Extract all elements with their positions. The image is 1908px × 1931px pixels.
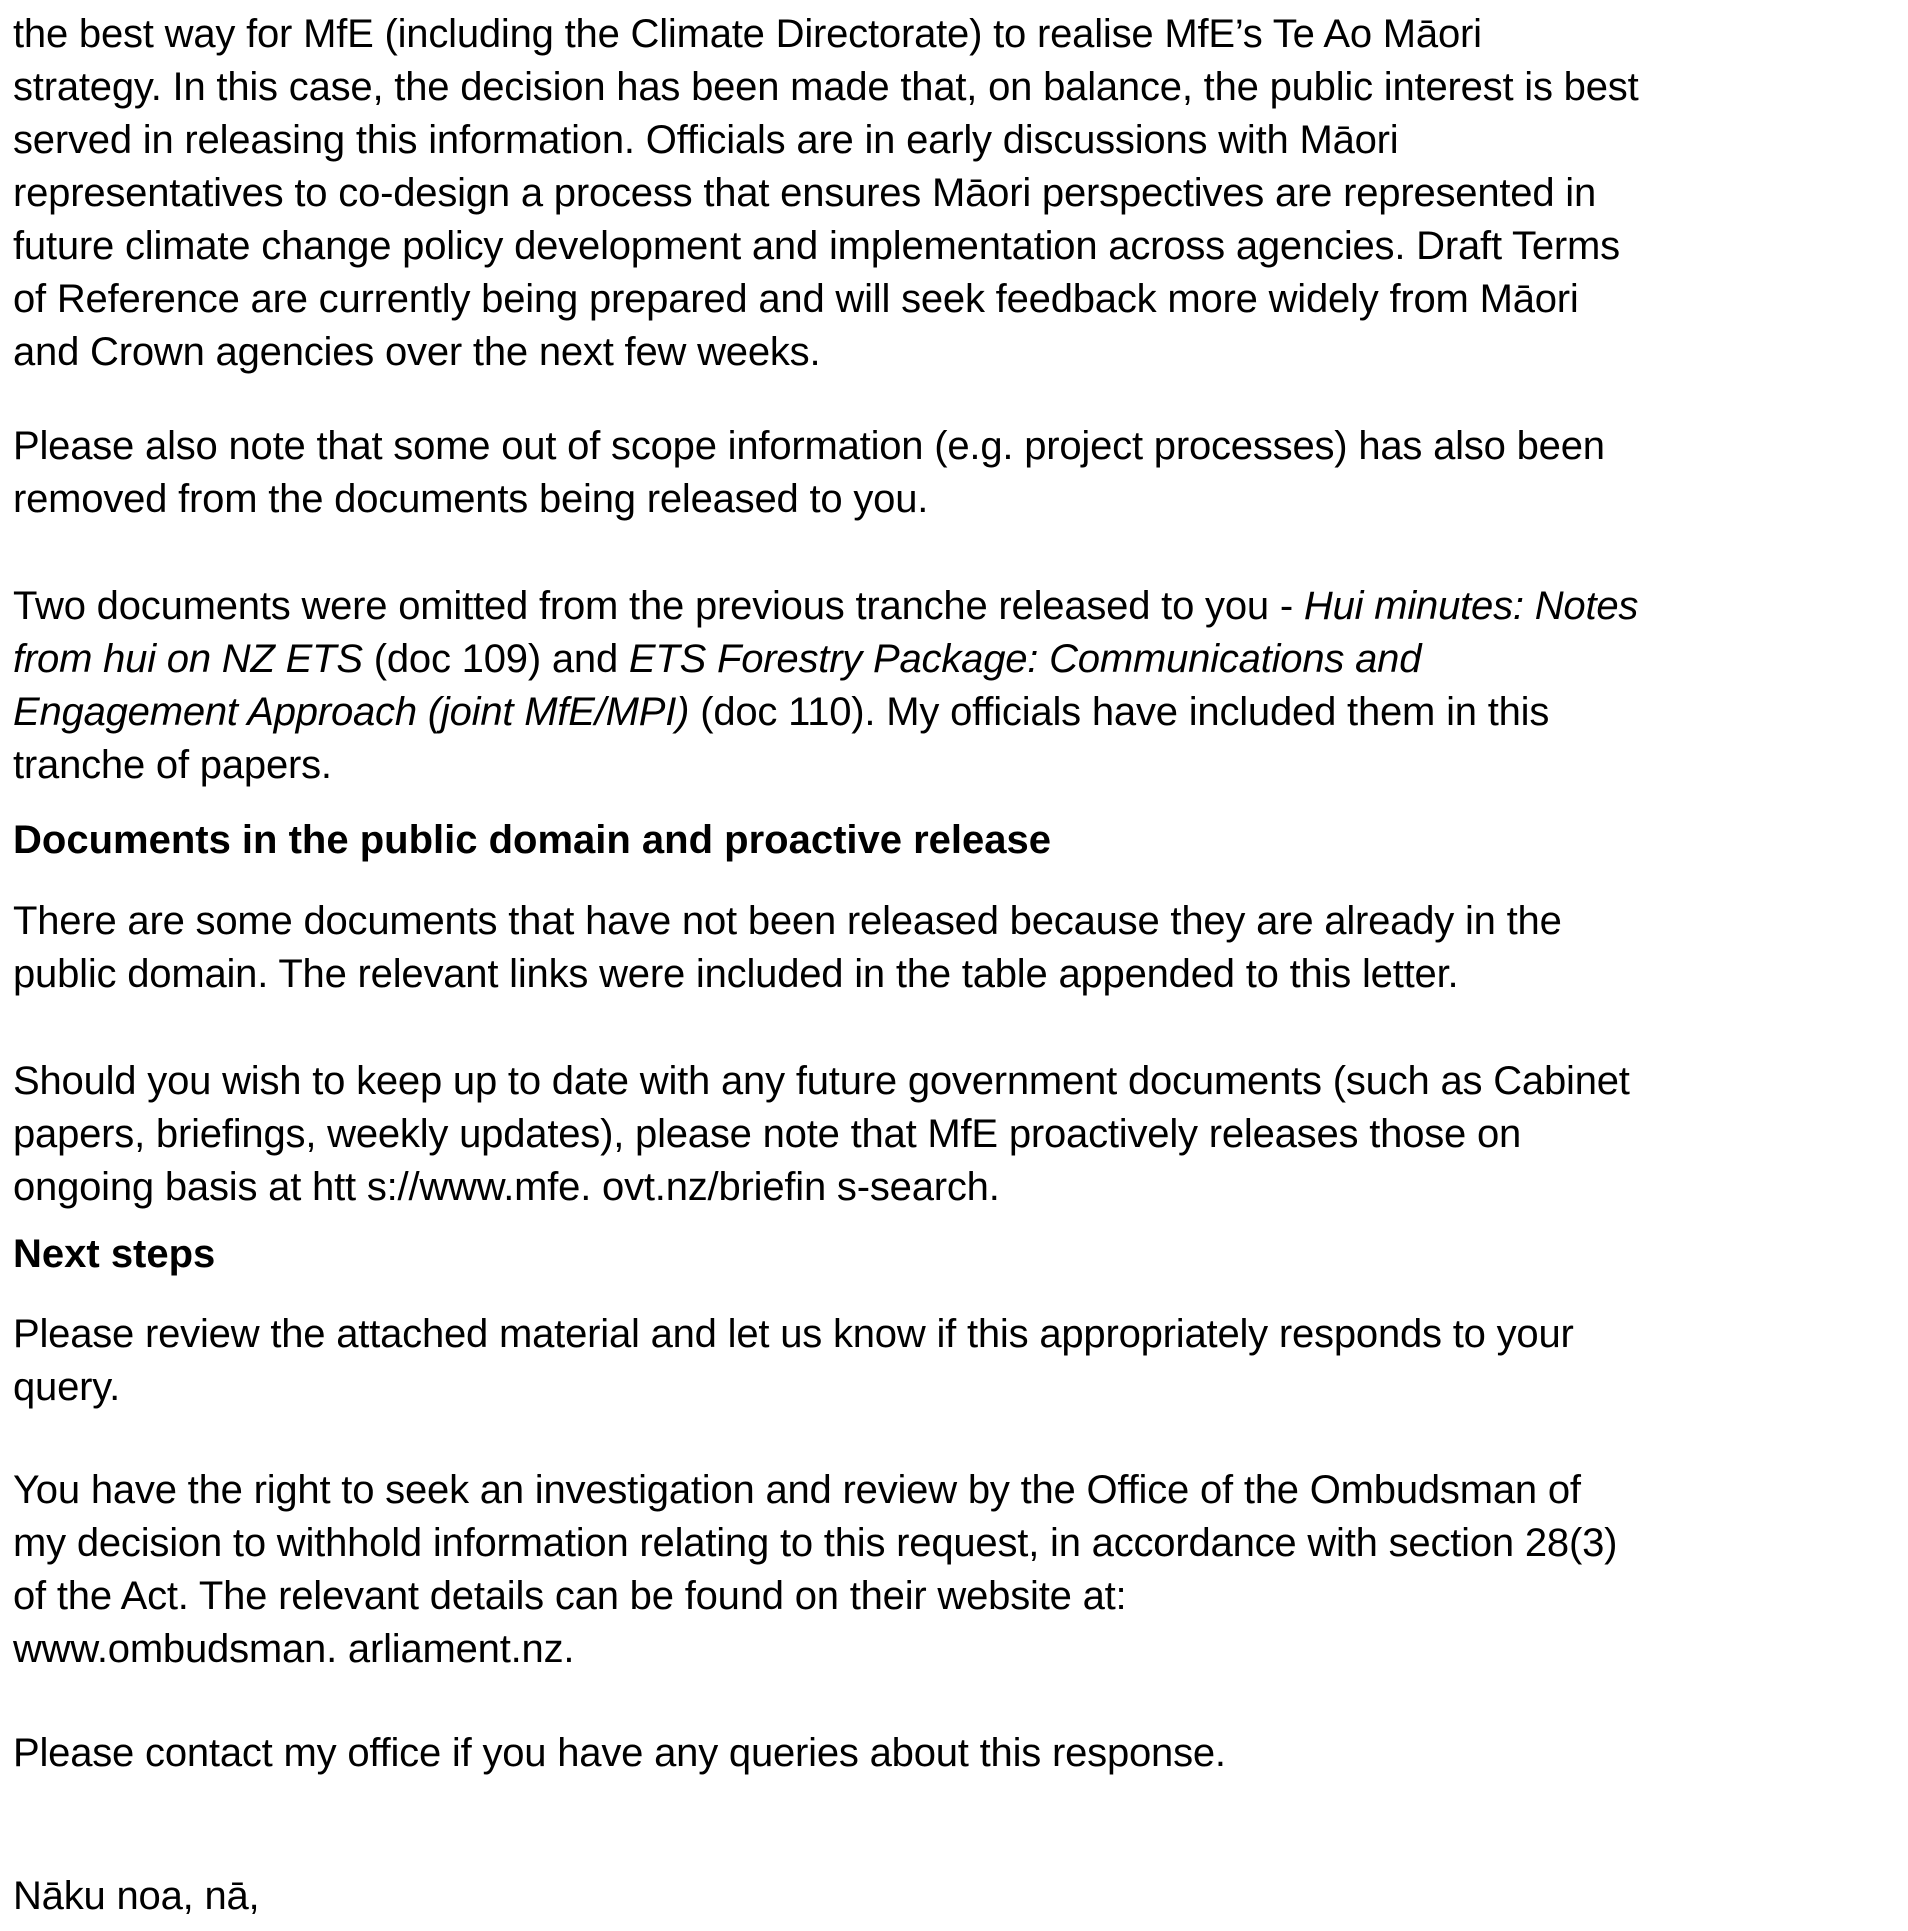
paragraph-out-of-scope <box>13 420 1898 526</box>
text-line: and Crown agencies over the next few weeks. <box>13 330 821 374</box>
text-line: representatives to co-design a process that ensures Māori perspectives are represented in <box>13 171 1597 215</box>
text-line <box>13 580 1898 633</box>
paragraph-review-material <box>13 1308 1898 1414</box>
text-line: Should you wish to keep up to date with any future government documents (such as Cabinet <box>13 1059 1630 1103</box>
text-line: public domain. The relevant links were included in the table appended to this letter. <box>13 952 1459 996</box>
heading-next-steps: Next steps <box>13 1232 216 1276</box>
paragraph-maori-strategy <box>13 8 1898 379</box>
paragraph-ombudsman <box>13 1464 1898 1676</box>
text-line: Nāku noa, nā, <box>13 1874 260 1918</box>
text-line: query. <box>13 1365 121 1409</box>
text-line: www.ombudsman. arliament.nz. <box>13 1627 575 1671</box>
text-line: There are some documents that have not been released because they are already in the <box>13 899 1562 943</box>
text-span: Two documents were omitted from the previous tranche released to you - <box>13 584 1304 628</box>
paragraph-public-domain <box>13 895 1898 1001</box>
text-line: of the Act. The relevant details can be found on their website at: <box>13 1574 1127 1618</box>
document-title: from hui on NZ ETS <box>13 637 363 681</box>
text-line: future climate change policy development and implementation across agencies. Draft Terms <box>13 224 1620 268</box>
paragraph-contact-office <box>13 1727 1898 1780</box>
document-title: ETS Forestry Package: Communications and <box>628 637 1422 681</box>
paragraph-proactive-release <box>13 1055 1898 1214</box>
text-line: Please contact my office if you have any queries about this response. <box>13 1731 1226 1775</box>
text-line <box>13 633 1898 686</box>
text-span: (doc 110). My officials have included them in this <box>689 690 1550 734</box>
paragraph-omitted-documents <box>13 580 1898 792</box>
text-line: Please review the attached material and let us know if this appropriately responds to your <box>13 1312 1574 1356</box>
text-span: (doc 109) and <box>362 637 629 681</box>
document-title: Hui minutes: Notes <box>1303 584 1639 628</box>
text-line: papers, briefings, weekly updates), please note that MfE proactively releases those on <box>13 1112 1522 1156</box>
text-line: strategy. In this case, the decision has been made that, on balance, the public interest is best <box>13 65 1639 109</box>
text-line: my decision to withhold information relating to this request, in accordance with section 28(3) <box>13 1521 1618 1565</box>
text-line: served in releasing this information. Officials are in early discussions with Māori <box>13 118 1399 162</box>
text-line: You have the right to seek an investigation and review by the Office of the Ombudsman of <box>13 1468 1581 1512</box>
text-line: Please also note that some out of scope information (e.g. project processes) has also been <box>13 424 1605 468</box>
text-line: tranche of papers. <box>13 743 332 787</box>
text-line <box>13 686 1898 739</box>
text-line: the best way for MfE (including the Climate Directorate) to realise MfE’s Te Ao Māori <box>13 12 1482 56</box>
text-line: of Reference are currently being prepared and will seek feedback more widely from Māori <box>13 277 1579 321</box>
text-line: removed from the documents being released to you. <box>13 477 929 521</box>
heading-public-domain: Documents in the public domain and proactive release <box>13 818 1052 862</box>
signoff <box>13 1870 1898 1923</box>
text-line: ongoing basis at htt s://www.mfe. ovt.nz/briefin s-search. <box>13 1165 1000 1209</box>
document-title: Engagement Approach (joint MfE/MPI) <box>13 690 690 734</box>
